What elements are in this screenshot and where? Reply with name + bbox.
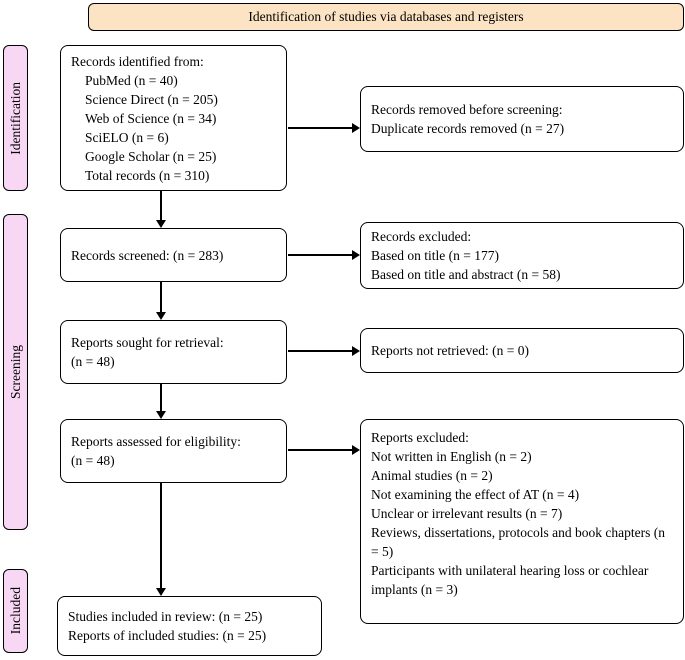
reports-excluded-item: Not written in English (n = 2) — [371, 449, 532, 464]
records-identified-item: Google Scholar (n = 25) — [85, 148, 217, 164]
stage-included — [3, 569, 28, 653]
stage-identification-label: Identification — [7, 81, 23, 155]
records-removed-item: Duplicate records removed (n = 27) — [371, 121, 565, 136]
arrow-sought-to-not-retrieved — [288, 350, 352, 352]
stage-identification — [3, 45, 28, 191]
box-reports-sought — [60, 320, 287, 384]
box-studies-included — [57, 596, 322, 656]
records-identified-item: PubMed (n = 40) — [85, 72, 178, 88]
arrow-assessed-to-excluded — [288, 449, 352, 451]
reports-excluded-item: Unclear or irrelevant results (n = 7) — [371, 506, 563, 521]
records-removed-title: Records removed before screening: — [371, 102, 563, 117]
arrow-identified-to-removed — [288, 127, 352, 129]
box-records-removed — [360, 86, 684, 152]
records-identified-item: Web of Science (n = 34) — [85, 110, 217, 126]
reports-excluded-item: Animal studies (n = 2) — [371, 468, 493, 483]
stage-screening — [3, 214, 28, 530]
reports-not-retrieved-text: Reports not retrieved: (n = 0) — [371, 343, 529, 358]
banner-label: Identification of studies via databases and registers — [248, 9, 524, 24]
records-identified-item: Science Direct (n = 205) — [85, 91, 218, 107]
studies-included-review: Studies included in review: (n = 25) — [68, 609, 263, 624]
banner — [88, 3, 684, 31]
reports-assessed-count: (n = 48) — [71, 453, 115, 468]
reports-excluded-item: Participants with unilateral hearing loss or cochlear implants (n = 3) — [371, 563, 649, 597]
box-records-screened — [60, 228, 287, 282]
records-excluded-item: Based on title and abstract (n = 58) — [371, 267, 561, 282]
records-excluded-title: Records excluded: — [371, 229, 472, 244]
arrow-identified-to-screened — [160, 191, 162, 220]
arrow-assessed-to-included — [160, 483, 162, 588]
stage-screening-label: Screening — [7, 345, 23, 399]
stage-included-label: Included — [7, 587, 23, 635]
records-identified-item: Total records (n = 310) — [85, 167, 210, 183]
reports-assessed-title: Reports assessed for eligibility: — [71, 434, 241, 449]
box-reports-assessed — [60, 419, 287, 483]
records-identified-item: SciELO (n = 6) — [85, 129, 169, 145]
arrow-screened-to-excluded — [288, 254, 352, 256]
arrow-sought-to-assessed — [160, 384, 162, 411]
reports-sought-count: (n = 48) — [71, 354, 115, 369]
records-excluded-item: Based on title (n = 177) — [371, 248, 499, 263]
records-identified-title: Records identified from: — [71, 53, 204, 69]
studies-included-reports: Reports of included studies: (n = 25) — [68, 628, 267, 643]
reports-excluded-item: Not examining the effect of AT (n = 4) — [371, 487, 580, 502]
arrow-screened-to-sought — [160, 282, 162, 312]
reports-excluded-item: Reviews, dissertations, protocols and book chapters (n = 5) — [371, 525, 665, 559]
box-reports-not-retrieved — [360, 328, 684, 373]
box-records-identified — [60, 45, 287, 191]
box-reports-excluded — [360, 419, 684, 624]
box-records-excluded — [360, 222, 684, 289]
records-screened-text: Records screened: (n = 283) — [71, 247, 224, 263]
reports-excluded-title: Reports excluded: — [371, 430, 469, 445]
reports-sought-title: Reports sought for retrieval: — [71, 335, 224, 350]
